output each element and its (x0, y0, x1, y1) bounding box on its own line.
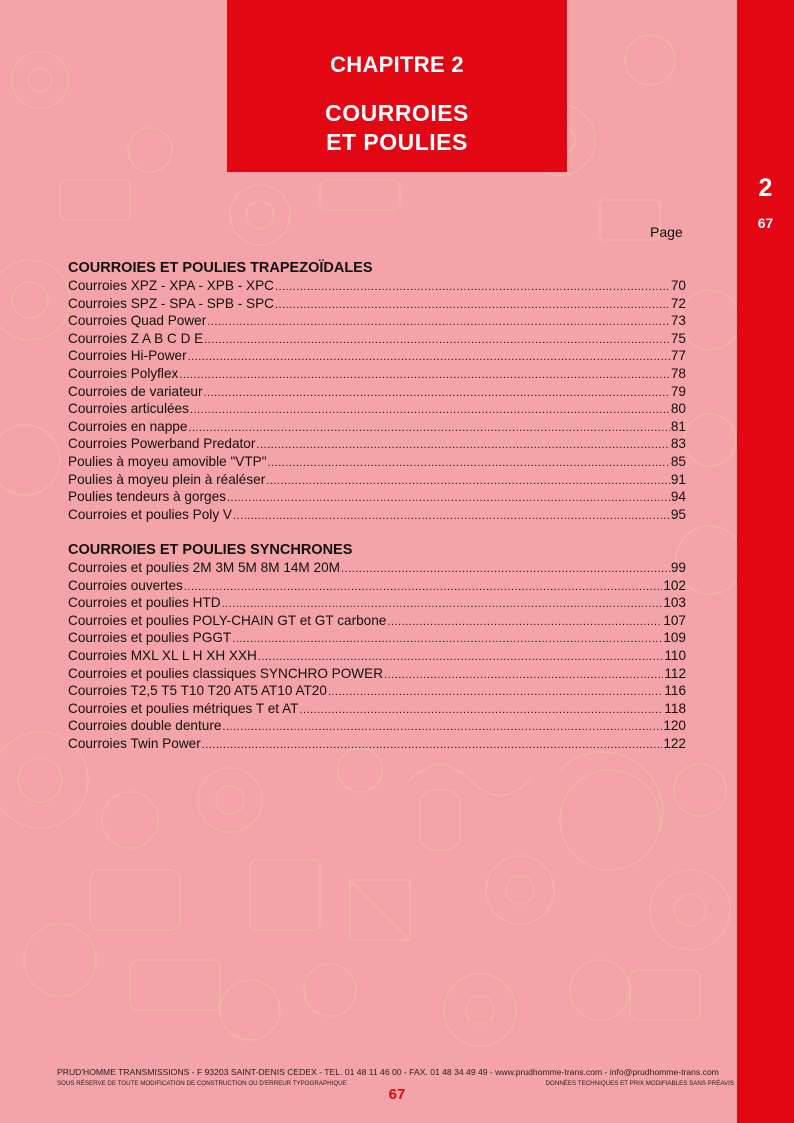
toc-entry-page: 110 (664, 647, 686, 663)
toc-entry-label: Courroies et poulies HTD (68, 595, 221, 611)
toc-section-trapezoidales (68, 259, 686, 523)
toc-entry-page: 99 (670, 560, 686, 575)
toc-leader-dots (275, 297, 670, 315)
toc-leader-dots (384, 667, 663, 685)
toc-entry-page: 73 (670, 313, 686, 329)
toc-entry-label: Courroies XPZ - XPA - XPB - XPC (68, 278, 274, 293)
toc-entry[interactable] (68, 629, 686, 647)
toc-section-title: COURROIES ET POULIES SYNCHRONES (68, 542, 353, 558)
toc-entry[interactable] (68, 559, 686, 577)
toc-entry[interactable] (68, 612, 686, 630)
toc-entry-page: 112 (664, 665, 686, 681)
toc-entry-label: Courroies double denture (68, 718, 222, 734)
toc-entry-page: 85 (670, 453, 686, 469)
toc-entry-label: Courroies SPZ - SPA - SPB - SPC (68, 295, 274, 311)
toc-entry-label: Courroies Hi-Power (68, 348, 187, 364)
toc-entry[interactable] (68, 717, 686, 735)
toc-entry-page: 107 (663, 612, 686, 628)
toc-entry[interactable] (68, 577, 686, 595)
toc-leader-dots (341, 561, 670, 579)
toc-entry-page: 116 (664, 683, 686, 699)
toc-entry[interactable] (68, 365, 686, 383)
toc-leader-dots (328, 684, 663, 702)
chapter-header (227, 0, 567, 172)
toc-entry[interactable] (68, 418, 686, 436)
toc-entry[interactable] (68, 488, 686, 506)
toc-leader-dots (227, 490, 670, 508)
toc-entry-label: Courroies Polyflex (68, 365, 179, 381)
toc-leader-dots (222, 719, 662, 737)
footer-disclaimer-right: DONNÉES TECHNIQUES ET PRIX MODIFIABLES SANS PRÉAVIS (545, 1080, 734, 1087)
toc-entry[interactable] (68, 647, 686, 665)
toc-entry-page: 91 (670, 471, 686, 487)
toc-entry[interactable] (68, 435, 686, 453)
toc-entry-page: 78 (670, 365, 686, 381)
toc-leader-dots (207, 314, 670, 332)
toc-entry-label: Courroies et poulies métriques T et AT (68, 700, 299, 716)
toc-leader-dots (268, 455, 670, 473)
toc-entry-page: 80 (670, 401, 686, 417)
toc-entry-page: 118 (664, 700, 686, 716)
toc-leader-dots (190, 402, 670, 420)
chapter-side-bar (737, 0, 794, 1123)
toc-entry-label: Courroies et poulies classiques SYNCHRO POWER (68, 665, 384, 681)
chapter-title-line1: COURROIES (325, 100, 469, 126)
toc-entry-page: 79 (670, 383, 686, 399)
page-column-label: Page (650, 224, 683, 240)
toc-entry-label: Poulies à moyeu plein à réaléser (68, 471, 266, 487)
toc-entry-label: Courroies de variateur (68, 383, 203, 399)
toc-entry[interactable] (68, 400, 686, 418)
toc-entry-label: Courroies articulées (68, 401, 189, 417)
toc-leader-dots (275, 279, 670, 297)
toc-leader-dots (266, 473, 670, 491)
toc-entry-label: Courroies Twin Power (68, 735, 201, 751)
toc-entry[interactable] (68, 312, 686, 330)
toc-entry-page: 77 (670, 348, 686, 364)
toc-entry-label: Poulies à moyeu amovible "VTP" (68, 453, 267, 469)
toc-leader-dots (202, 737, 663, 755)
toc-entry[interactable] (68, 330, 686, 348)
toc-entry-page: 122 (663, 735, 686, 751)
toc-section-synchrones (68, 541, 686, 753)
toc-leader-dots (188, 349, 670, 367)
toc-entry-label: Poulies tendeurs à gorges (68, 489, 226, 505)
toc-entry-page: 109 (663, 630, 686, 646)
toc-leader-dots (299, 702, 663, 720)
chapter-label: CHAPITRE 2 (330, 52, 464, 77)
footer-contact-text: PRUD'HOMME TRANSMISSIONS - F 93203 SAINT-DENIS CEDEX - TEL. 01 48 11 46 00 - FAX. 01 48 34 49 49 - www.prudhomme-trans.com - info@prudhomme-trans.com (57, 1067, 719, 1077)
toc-entry-label: Courroies ouvertes (68, 577, 183, 593)
toc-entry-label: Courroies Powerband Predator (68, 436, 256, 452)
toc-entry[interactable] (68, 735, 686, 753)
toc-entry[interactable] (68, 665, 686, 683)
toc-leader-dots (188, 420, 669, 438)
toc-entry-label: Courroies et poulies PGGT (68, 630, 232, 646)
side-page-number: 67 (757, 215, 774, 231)
footer-page-number: 67 (388, 1086, 406, 1103)
side-chapter-number: 2 (758, 174, 773, 202)
toc-leader-dots (232, 631, 662, 649)
toc-leader-dots (204, 385, 670, 403)
toc-entry[interactable] (68, 347, 686, 365)
toc-entry-page: 94 (670, 489, 686, 505)
toc-entry-page: 81 (670, 418, 686, 434)
toc-entry[interactable] (68, 277, 686, 295)
toc-section-title: COURROIES ET POULIES TRAPEZOÏDALES (68, 260, 373, 276)
toc-entry-page: 72 (670, 295, 686, 311)
toc-entry[interactable] (68, 682, 686, 700)
toc-entry-page: 102 (663, 577, 686, 593)
toc-entry[interactable] (68, 594, 686, 612)
toc-entry-label: Courroies et poulies POLY-CHAIN GT et GT carbone (68, 612, 387, 628)
toc-leader-dots (256, 437, 669, 455)
toc-entry[interactable] (68, 471, 686, 489)
toc-entry-page: 83 (670, 436, 686, 452)
toc-entry-label: Courroies Quad Power (68, 313, 207, 329)
toc-entry[interactable] (68, 383, 686, 401)
toc-leader-dots (184, 579, 662, 597)
toc-leader-dots (233, 508, 670, 526)
toc-entry[interactable] (68, 506, 686, 524)
toc-entry-label: Courroies MXL XL L H XH XXH (68, 647, 257, 663)
footer-contact-line[interactable] (57, 1067, 737, 1077)
toc-entry-label: Courroies et poulies Poly V (68, 506, 232, 522)
toc-entry-page: 120 (663, 718, 686, 734)
toc-entry-label: Courroies Z A B C D E (68, 330, 204, 346)
toc-leader-dots (387, 614, 662, 632)
toc-entry[interactable] (68, 700, 686, 718)
toc-entry-label: Courroies et poulies 2M 3M 5M 8M 14M 20M (68, 560, 340, 575)
toc-leader-dots (179, 367, 670, 385)
toc-entry-page: 103 (663, 595, 686, 611)
toc-entry-label: Courroies en nappe (68, 418, 188, 434)
toc-entry[interactable] (68, 453, 686, 471)
toc-entry-page: 70 (670, 278, 686, 293)
footer-disclaimer-left: SOUS RÉSERVE DE TOUTE MODIFICATION DE CONSTRUCTION OU D'ERREUR TYPOGRAPHIQUE (57, 1080, 347, 1087)
chapter-title-line2: ET POULIES (326, 129, 468, 155)
toc-entry-page: 75 (670, 330, 686, 346)
toc-leader-dots (204, 332, 670, 350)
toc-entry[interactable] (68, 295, 686, 313)
toc-entry-page: 95 (670, 506, 686, 522)
toc-entry-label: Courroies T2,5 T5 T10 T20 AT5 AT10 AT20 (68, 683, 327, 699)
